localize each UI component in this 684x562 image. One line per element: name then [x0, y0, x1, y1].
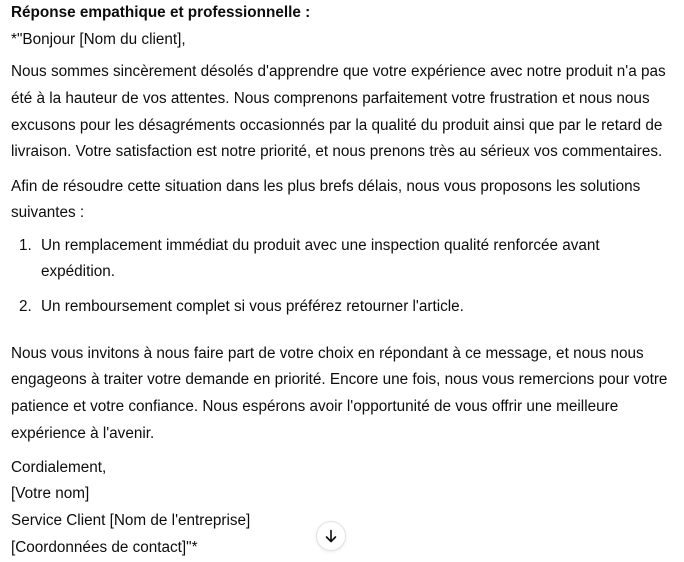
arrow-down-icon	[324, 529, 338, 543]
signature-line: [Coordonnées de contact]"*	[11, 539, 198, 556]
list-number: 1.	[19, 237, 32, 254]
paragraph-line: excusons pour les désagréments occasionnés par la qualité du produit ainsi que par le retard de	[11, 117, 663, 134]
response-title: Réponse empathique et professionnelle :	[11, 4, 311, 21]
paragraph-line: été à la hauteur de vos attentes. Nous comprenons parfaitement votre frustration et nous nous	[11, 90, 650, 107]
signature-line: Cordialement,	[11, 459, 107, 476]
paragraph-line: livraison. Votre satisfaction est notre priorité, et nous prenons très au sérieux vos commentaires.	[11, 143, 663, 160]
paragraph-line: expérience à l'avenir.	[11, 425, 155, 442]
list-item-line: Un remplacement immédiat du produit avec une inspection qualité renforcée avant	[41, 237, 600, 254]
scroll-to-bottom-button[interactable]	[316, 521, 346, 551]
paragraph-line: engageons à traiter votre demande en priorité. Encore une fois, nous vous remercions pour votre	[11, 371, 668, 388]
paragraph-line: Afin de résoudre cette situation dans les plus brefs délais, nous vous proposons les solutions	[11, 178, 641, 195]
signature-line: Service Client [Nom de l'entreprise]	[11, 512, 251, 529]
paragraph-line: suivantes :	[11, 204, 85, 221]
list-number: 2.	[19, 298, 32, 315]
paragraph-line: Nous vous invitons à nous faire part de votre choix en répondant à ce message, et nous nous	[11, 345, 644, 362]
greeting: *"Bonjour [Nom du client],	[11, 31, 186, 48]
paragraph-line: Nous sommes sincèrement désolés d'apprendre que votre expérience avec notre produit n'a pas	[11, 63, 666, 80]
paragraph-line: patience et votre confiance. Nous espérons avoir l'opportunité de vous offrir une meilleure	[11, 398, 619, 415]
list-item-line: expédition.	[41, 263, 115, 280]
signature-line: [Votre nom]	[11, 485, 90, 502]
list-item-line: Un remboursement complet si vous préférez retourner l'article.	[41, 298, 464, 315]
